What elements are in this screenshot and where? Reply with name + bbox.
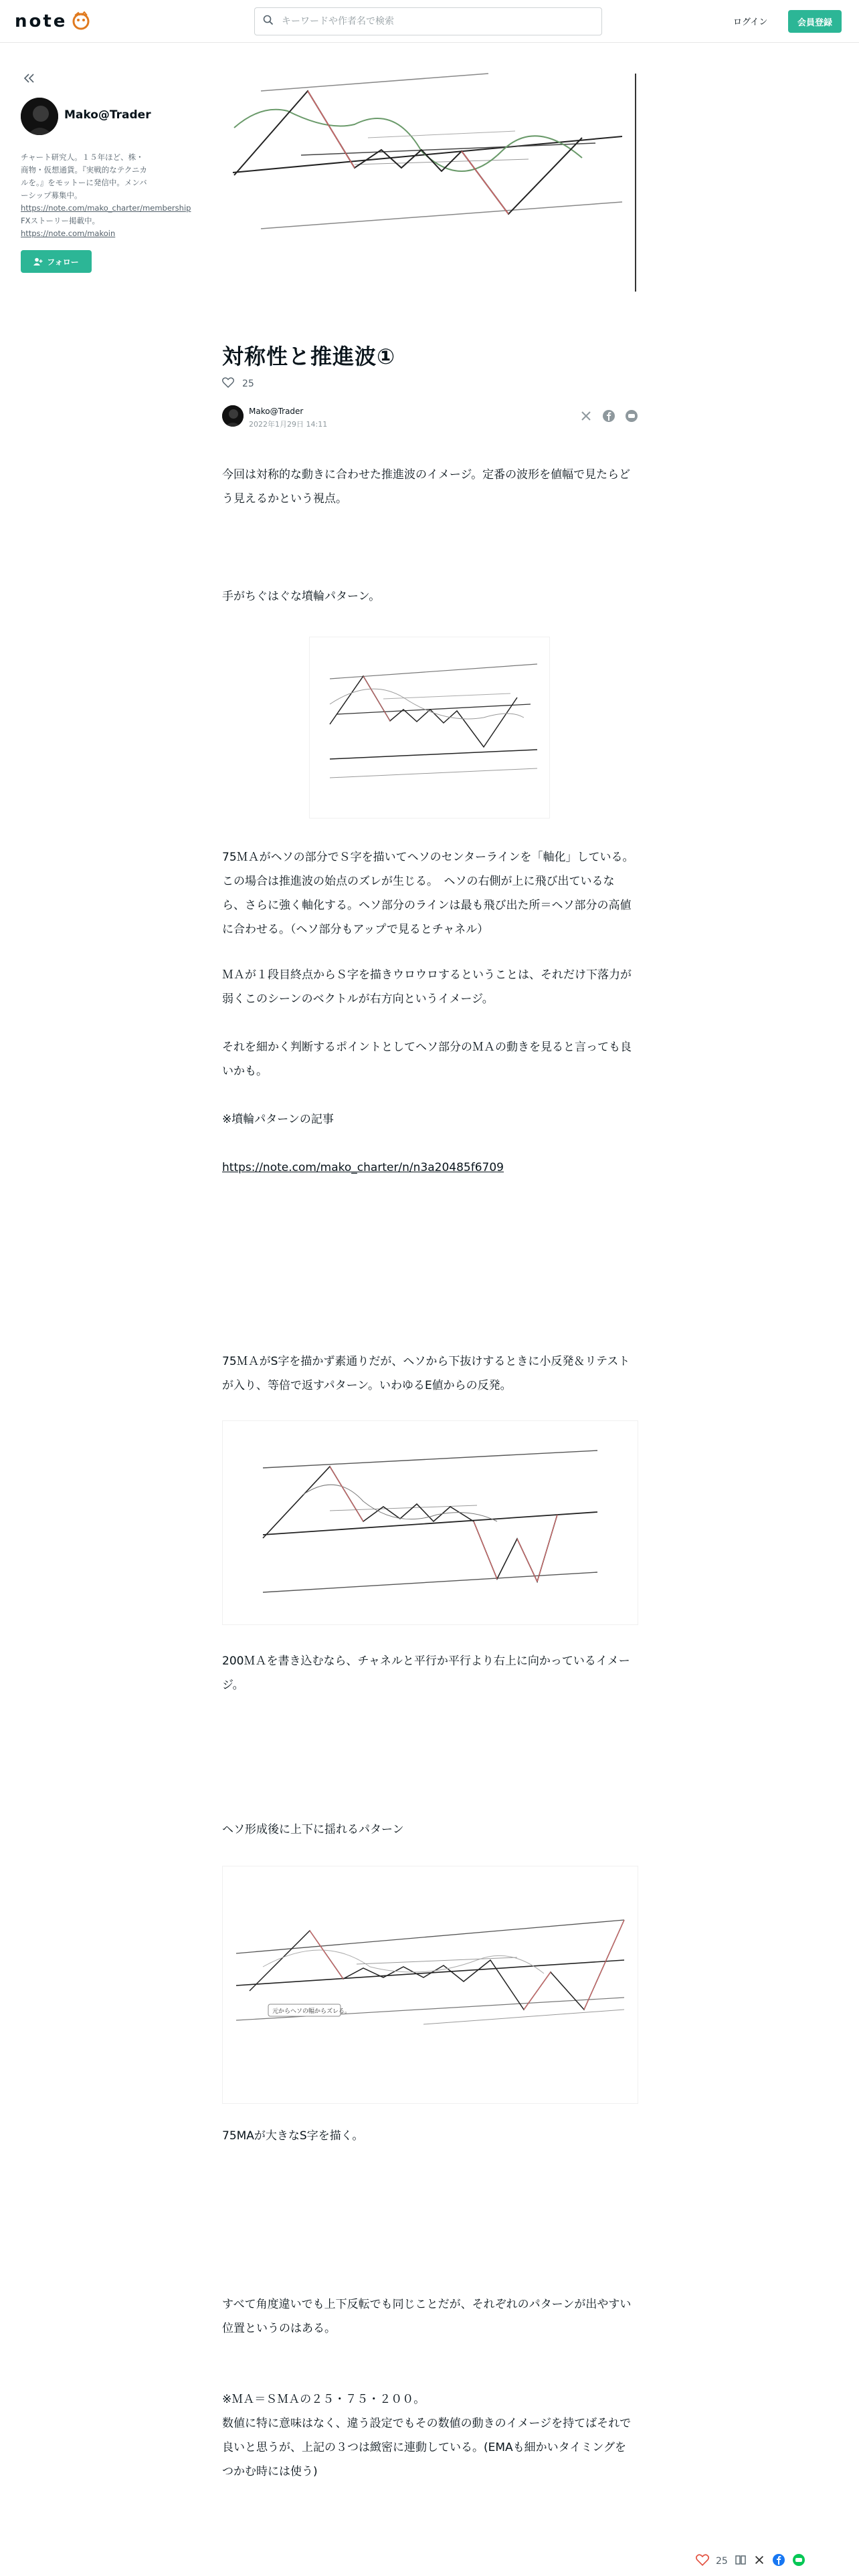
login-link[interactable]: ログイン <box>733 17 768 27</box>
publish-date: 2022年1月29日 14:11 <box>249 420 328 429</box>
add-user-icon <box>33 257 43 265</box>
hero-chart-image <box>221 64 638 294</box>
search-icon <box>263 15 274 28</box>
follow-button[interactable] <box>21 250 92 273</box>
paragraph-11: すべて角度違いでも上下反転でも同じことだが、それぞれのパターンが出やすい位置というのはある。 <box>222 2298 632 2335</box>
bottom-heart-icon[interactable] <box>696 2554 709 2569</box>
paragraph-4: ＭＡが１段目終点からＳ字を描きウロウロするということは、それだけ下落力が弱くこのシーンのベクトルが右方向というイメージ。 <box>222 968 632 1006</box>
header <box>0 0 859 43</box>
like-count[interactable]: 25 <box>242 379 254 389</box>
figure-3-annotation: 元からヘソの幅からズレる。 <box>272 2008 351 2015</box>
paragraph-10: 75MAが大きなS字を描く。 <box>222 2129 364 2143</box>
paragraph-3: 75ＭＡがヘソの部分でＳ字を描いてヘソのセンターラインを「軸化」している。この場合は推進波の始点のズレが生じる。 ヘソの右側が上に飛び出ているなら、さらに強く軸化する。ヘソ部分のラインは最も飛び出た所＝ヘソ部分の高値に合わせる。（ヘソ部分もアップで見るとチャネル） <box>222 851 634 936</box>
article-title: 対称性と推進波① <box>222 344 396 369</box>
bio-link-makoin[interactable]: https://note.com/makoin <box>21 229 116 238</box>
signup-button[interactable]: 会員登録 <box>788 10 842 33</box>
paragraph-7: 75ＭＡがS字を描かず素通りだが、ヘソから下抜けするときに小反発＆リテストが入り、等倍で返すパターン。いわゆるE値からの反発。 <box>222 1355 630 1392</box>
mascot-icon <box>70 11 92 31</box>
bio-mid-text: FXストーリー掲載中。 <box>21 216 100 225</box>
paragraph-12: ※ＭＡ＝ＳＭＡの２５・７５・２００。 数値に特に意味はなく、違う設定でもその数値の動きのイメージを持てばそれで良いと思うが、上記の３つは緻密に連動している。(EMAも細かいタイミングをつかむ時には使う) <box>222 2393 632 2478</box>
search-box[interactable] <box>254 7 602 35</box>
paragraph-2: 手がちぐはぐな墳輪パターン。 <box>222 590 381 603</box>
paragraph-5: それを細かく判断するポイントとしてヘソ部分のＭＡの動きを見ると言っても良いかも。 <box>222 1041 632 1078</box>
like-row <box>222 377 254 391</box>
bio-link-membership[interactable]: https://note.com/mako_charter/membership <box>21 203 191 213</box>
figure-1-chart <box>309 637 550 819</box>
double-chevron-left-icon <box>23 73 36 84</box>
follow-label: フォロー <box>47 257 79 267</box>
note-logo[interactable] <box>15 11 92 32</box>
bottom-x-share-icon[interactable] <box>753 2554 765 2569</box>
search-input[interactable] <box>280 15 577 27</box>
heart-icon[interactable] <box>222 377 234 391</box>
magazine-icon[interactable] <box>735 2554 747 2569</box>
author-name[interactable]: Mako@Trader <box>249 407 304 416</box>
paragraph-8: 200ＭＡを書き込むなら、チャネルと平行か平行より右上に向かっているイメージ。 <box>222 1654 630 1692</box>
paragraph-6: ※墳輪パターンの記事 <box>222 1113 334 1126</box>
author-avatar[interactable] <box>222 405 244 427</box>
bottom-facebook-share-icon[interactable] <box>772 2553 785 2569</box>
creator-bio <box>21 151 191 240</box>
collapse-sidebar-button[interactable] <box>20 71 39 87</box>
share-icons <box>579 409 638 423</box>
article-link[interactable]: https://note.com/mako_charter/n/n3a20485f6709 <box>222 1161 504 1174</box>
line-share-icon[interactable] <box>625 409 638 423</box>
bio-text: チャート研究人。１５年ほど、株・商物・仮想通貨。『実戦的なテクニカルを。』をモットーに発信中。メンバーシップ募集中。 <box>21 152 148 200</box>
paragraph-9: ヘソ形成後に上下に揺れるパターン <box>222 1823 404 1836</box>
creator-name[interactable]: Mako@Trader <box>64 108 151 122</box>
paragraph-1: 今回は対称的な動きに合わせた推進波のイメージ。定番の波形を値幅で見たらどう見えるかという視点。 <box>222 468 631 506</box>
avatar[interactable] <box>21 98 58 135</box>
x-share-icon[interactable] <box>579 409 593 423</box>
bottom-line-share-icon[interactable] <box>792 2553 805 2569</box>
bottom-like-count[interactable]: 25 <box>716 2556 728 2567</box>
figure-3-chart <box>222 1866 638 2104</box>
figure-2-chart <box>222 1420 638 1625</box>
logo-text: note <box>15 11 68 31</box>
facebook-share-icon[interactable] <box>602 409 615 423</box>
author-row <box>222 404 638 431</box>
bottom-action-bar <box>696 2549 859 2573</box>
